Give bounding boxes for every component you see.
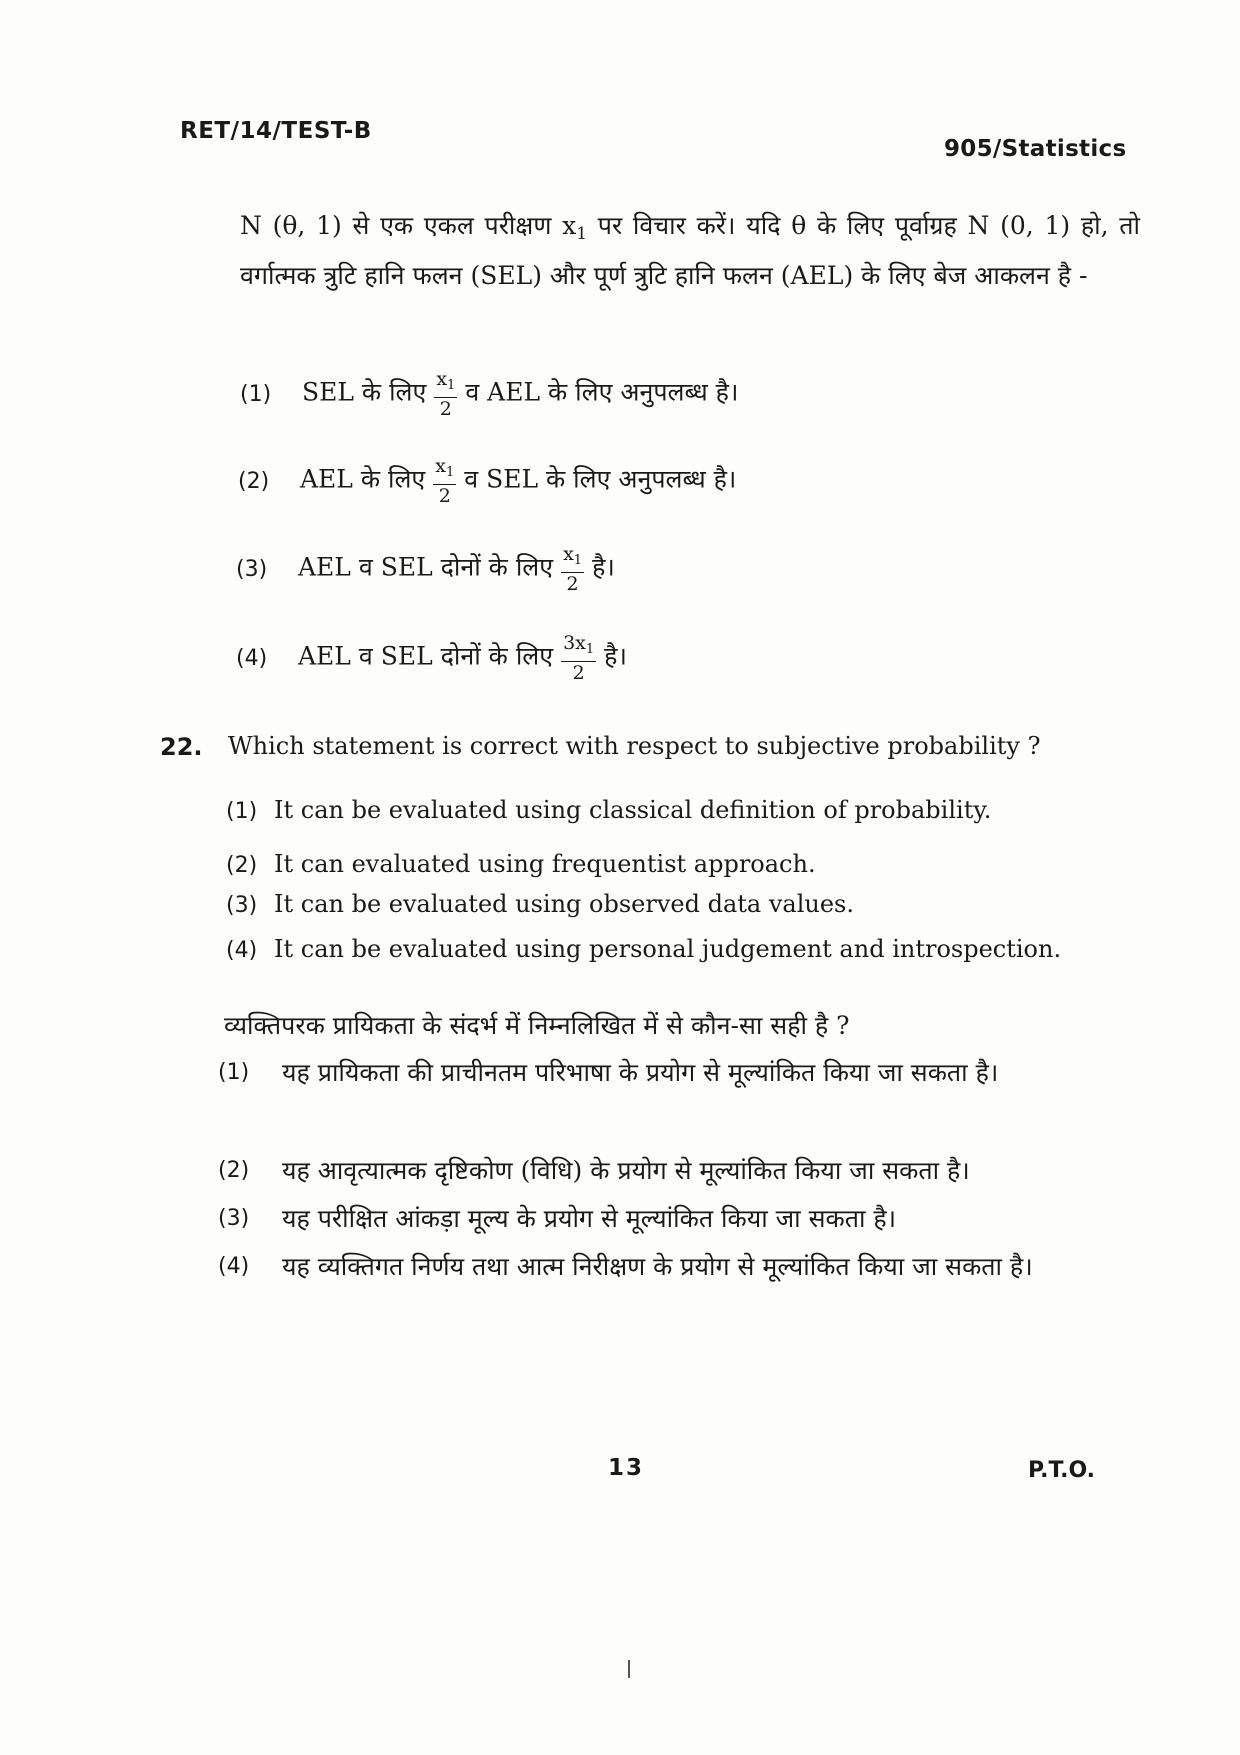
q21-option-3 xyxy=(236,543,615,595)
fraction-denominator: 2 xyxy=(566,573,579,595)
q21-option-label: (2) xyxy=(238,468,270,494)
fraction xyxy=(433,455,456,507)
q22-hindi-option-text: यह प्रायिकता की प्राचीनतम परिभाषा के प्रयोग से मूल्यांकित किया जा सकता है। xyxy=(282,1058,999,1087)
q22-hindi-option-text: यह परीक्षित आंकड़ा मूल्य के प्रयोग से मूल्यांकित किया जा सकता है। xyxy=(282,1204,897,1233)
fraction-numerator: x xyxy=(435,455,446,477)
q21-subscript: 1 xyxy=(576,224,588,244)
fraction-subscript: 1 xyxy=(447,378,456,393)
q21-option-label: (4) xyxy=(236,645,268,671)
q22-hindi-option-label: (3) xyxy=(218,1206,250,1231)
q22-option-3 xyxy=(226,890,854,918)
subject-code: 905/Statistics xyxy=(944,136,1127,162)
q22-hindi-option-label: (4) xyxy=(218,1254,250,1279)
q22-option-text: It can be evaluated using personal judgement and introspection. xyxy=(274,935,1062,963)
fraction-denominator: 2 xyxy=(572,662,585,684)
q21-option-pre: AEL व SEL दोनों के लिए xyxy=(298,552,554,582)
q21-option-label: (1) xyxy=(240,381,272,407)
q21-option-post: व AEL के लिए अनुपलब्ध है। xyxy=(465,377,739,407)
fraction-denominator: 2 xyxy=(439,398,452,420)
q22-option-label: (1) xyxy=(226,799,258,824)
fraction xyxy=(434,368,457,420)
question-number: 22. xyxy=(160,733,203,761)
fraction-numerator: x xyxy=(563,543,574,565)
fraction-numerator: x xyxy=(436,368,448,390)
q22-hindi-option-1 xyxy=(218,1052,1128,1094)
fraction-subscript: 1 xyxy=(445,465,455,480)
q21-option-pre: AEL के लिए xyxy=(300,464,426,494)
fraction-subscript: 1 xyxy=(585,642,595,657)
q21-option-post: व SEL के लिए अनुपलब्ध है। xyxy=(464,464,737,494)
q21-option-pre: SEL के लिए xyxy=(302,377,427,407)
scan-mark xyxy=(628,1660,630,1678)
q21-option-post: है। xyxy=(604,641,627,671)
q21-text-part2: पर विचार करें। यदि θ के लिए पूर्वाग्रह N (0, 1) हो, तो वर्गात्मक त्रुटि हानि फलन (SEL) और पूर्ण त्रुटि हानि फलन (AEL) के लिए बेज आकलन है - xyxy=(240,211,1140,290)
hindi-question-21-text xyxy=(240,205,1140,297)
q22-option-1 xyxy=(226,796,991,824)
fraction-subscript: 1 xyxy=(573,553,583,568)
q22-hindi-option-label: (2) xyxy=(218,1158,250,1183)
q22-option-text: It can be evaluated using observed data values. xyxy=(274,890,854,918)
q22-hindi-option-4 xyxy=(218,1246,1128,1288)
q22-hindi-option-3 xyxy=(218,1198,1128,1240)
q22-option-4 xyxy=(226,935,1061,963)
question-22-text: Which statement is correct with respect to subjective probability ? xyxy=(228,732,1041,760)
fraction xyxy=(561,543,584,595)
q22-option-text: It can be evaluated using classical definition of probability. xyxy=(274,796,992,824)
q21-option-1 xyxy=(240,368,738,420)
fraction-numerator: 3x xyxy=(563,632,586,654)
fraction-denominator: 2 xyxy=(438,485,451,507)
question-22-hindi-text: व्यक्तिपरक प्रायिकता के संदर्भ में निम्नलिखित में से कौन-सा सही है ? xyxy=(224,1011,850,1040)
q21-option-label: (3) xyxy=(236,556,268,582)
q22-option-label: (3) xyxy=(226,893,258,918)
q22-hindi-option-label: (1) xyxy=(218,1060,250,1085)
q22-option-label: (4) xyxy=(226,938,258,963)
q22-option-2 xyxy=(226,850,816,878)
q21-option-4 xyxy=(236,632,627,684)
q21-text-part1: N (θ, 1) से एक एकल परीक्षण x xyxy=(240,211,577,240)
q21-option-pre: AEL व SEL दोनों के लिए xyxy=(298,641,554,671)
please-turn-over: P.T.O. xyxy=(1028,1458,1096,1483)
q22-option-text: It can evaluated using frequentist approach. xyxy=(274,850,816,878)
paper-code: RET/14/TEST-B xyxy=(180,118,372,144)
q22-hindi-option-text: यह आवृत्यात्मक दृष्टिकोण (विधि) के प्रयोग से मूल्यांकित किया जा सकता है। xyxy=(282,1156,970,1185)
fraction xyxy=(561,632,596,684)
q21-option-2 xyxy=(238,455,736,507)
q22-hindi-option-text: यह व्यक्तिगत निर्णय तथा आत्म निरीक्षण के प्रयोग से मूल्यांकित किया जा सकता है। xyxy=(282,1252,1033,1281)
q22-hindi-option-2 xyxy=(218,1150,1128,1192)
q21-option-post: है। xyxy=(592,552,615,582)
q22-option-label: (2) xyxy=(226,853,258,878)
page-number: 13 xyxy=(608,1455,645,1481)
